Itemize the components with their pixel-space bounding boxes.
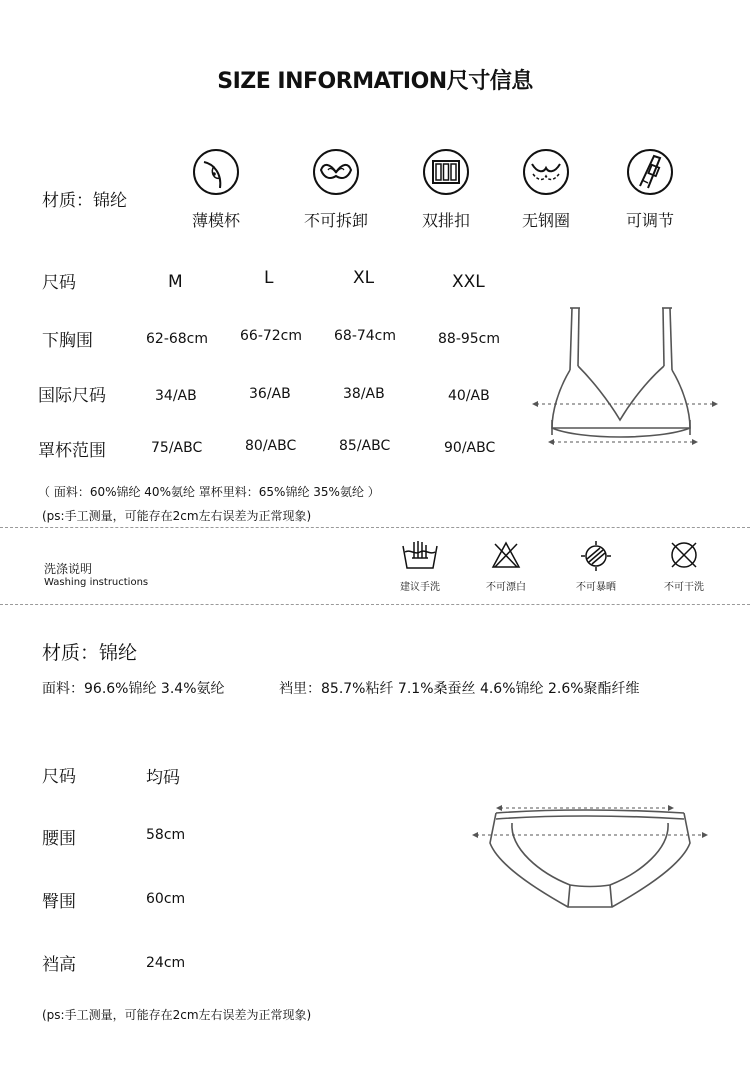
brief-fabric: 面料：96.6%锦纶 3.4%氨纶 [42, 681, 225, 697]
hip-value: 60cm [146, 891, 186, 907]
intl-size-xxl: 40/AB [448, 388, 490, 404]
feature-label-non-removable: 不可拆卸 [303, 211, 368, 230]
rise-value: 24cm [146, 955, 186, 971]
brief-illustration [470, 795, 710, 920]
underbust-label: 下胸围 [42, 331, 93, 351]
brief-crotch-lining: 裆里：85.7%粘纤 7.1%桑蚕丝 4.6%锦纶 2.6%聚酯纤维 [279, 681, 640, 697]
divider-top [0, 527, 750, 528]
no-sun-dry-icon [580, 540, 612, 572]
brief-material-label: 材质：锦纶 [42, 642, 138, 664]
intl-size-xl: 38/AB [343, 386, 385, 402]
bra-size-label: 尺码 [42, 273, 76, 293]
brief-measure-note: (ps:手工测量，可能存在2cm左右误差为正常现象) [42, 1008, 312, 1022]
waist-value: 58cm [146, 827, 186, 843]
double-hook-icon [422, 148, 470, 196]
page-title: SIZE INFORMATION尺寸信息 [217, 69, 533, 94]
underbust-m: 62-68cm [146, 331, 209, 347]
no-sun-dry-label: 不可暴晒 [576, 582, 616, 593]
size-header-xxl: XXL [452, 272, 485, 292]
washing-title: 洗涤说明 [44, 562, 93, 576]
cup-range-m: 75/ABC [151, 440, 203, 456]
intl-size-m: 34/AB [155, 388, 197, 404]
divider-bottom [0, 604, 750, 605]
hand-wash-label: 建议手洗 [400, 582, 440, 593]
feature-label-adjustable: 可调节 [625, 211, 674, 230]
rise-label: 裆高 [42, 955, 76, 975]
hand-wash-icon [401, 540, 439, 570]
hip-label: 臀围 [42, 892, 76, 912]
size-header-m: M [168, 272, 183, 292]
bra-illustration [530, 300, 720, 450]
intl-size-l: 36/AB [249, 386, 291, 402]
bra-fabric-note: （ 面料：60%锦纶 40%氨纶 罩杯里料：65%锦纶 35%氨纶 ） [38, 485, 380, 499]
intl-size-label: 国际尺码 [38, 386, 106, 406]
brief-size-value: 均码 [146, 768, 180, 788]
underbust-xxl: 88-95cm [438, 331, 501, 347]
bra-material-label: 材质：锦纶 [42, 191, 127, 211]
cup-range-label: 罩杯范围 [38, 441, 106, 461]
washing-subtitle: Washing instructions [44, 577, 149, 588]
adjustable-strap-icon [626, 148, 674, 196]
no-bleach-icon [491, 540, 521, 570]
cup-range-l: 80/ABC [245, 438, 297, 454]
wire-free-icon [522, 148, 570, 196]
feature-label-wire-free: 无钢圈 [521, 211, 570, 230]
no-dry-clean-label: 不可干洗 [664, 582, 704, 593]
feature-label-double-hook: 双排扣 [421, 211, 470, 230]
no-bleach-label: 不可漂白 [486, 582, 526, 593]
padded-cup-icon [192, 148, 240, 196]
brief-size-label: 尺码 [42, 767, 76, 787]
underbust-xl: 68-74cm [334, 328, 397, 344]
non-removable-icon [312, 148, 360, 196]
bra-measure-note: (ps:手工测量，可能存在2cm左右误差为正常现象) [42, 509, 312, 523]
size-header-l: L [264, 268, 274, 288]
feature-label-padded-cup: 薄模杯 [191, 211, 240, 230]
size-header-xl: XL [353, 268, 375, 288]
cup-range-xxl: 90/ABC [444, 440, 496, 456]
cup-range-xl: 85/ABC [339, 438, 391, 454]
underbust-l: 66-72cm [240, 328, 303, 344]
no-dry-clean-icon [669, 540, 699, 570]
waist-label: 腰围 [42, 829, 76, 849]
